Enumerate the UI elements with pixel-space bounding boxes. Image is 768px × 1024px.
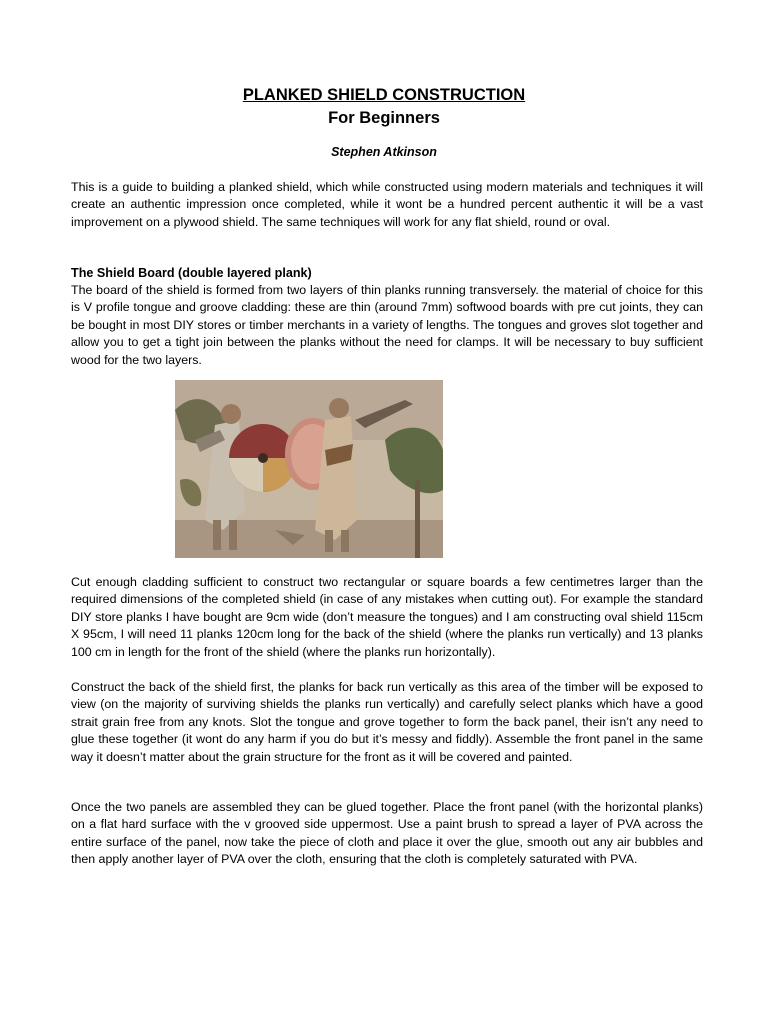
cutting-paragraph: Cut enough cladding sufficient to construct two rectangular or square boards a few centimetres larger than the required dimensions of the completed shield (in case of any mistakes when cutting out). For example the standard DIY store planks I have bought are 9cm wide (don’t measure the tongues) and I am constructing oval shield 115cm X 95cm, I will need 11 planks 120cm long for the back of the shield (where the planks run vertically) and 13 planks 100 cm in length for the front of the shield (where the planks run horizontally). [71, 575, 703, 659]
document-subtitle: For Beginners [328, 109, 440, 127]
back-panel-paragraph: Construct the back of the shield first, the planks for back run vertically as this area of the timber will be exposed to view (on the majority of surviving shields the planks run vertically) and carefully select planks which have a good strait grain free from any knots. Slot the tongue and grove together to form the back panel, their isn’t any need to glue these together (it wont do any harm if you do but it’s messy and fiddly). Assemble the front panel in the same way it doesn’t matter about the grain structure for the front as it will be covered and painted. [71, 680, 703, 764]
roman-mosaic-shield-image [175, 380, 443, 558]
section-heading: The Shield Board (double layered plank) [71, 266, 312, 280]
glue-paragraph: Once the two panels are assembled they can be glued together. Place the front panel (with the horizontal planks) on a flat hard surface with the v grooved side uppermost. Use a paint brush to spread a layer of PVA across the entire surface of the panel, now take the piece of cloth and place it over the glue, smooth out any air bubbles and then apply another layer of PVA over the cloth, ensuring that the cloth is completely saturated with PVA. [71, 800, 703, 867]
document-title: PLANKED SHIELD CONSTRUCTION [242, 86, 526, 104]
document-author: Stephen Atkinson [331, 145, 437, 159]
intro-paragraph: This is a guide to building a planked shield, which while constructed using modern materials and techniques it will create an authentic impression once completed, while it wont be a hundred percent authentic it will be a vast improvement on a plywood shield. The same techniques will work for any flat shield, round or oval. [71, 180, 703, 229]
shield-board-paragraph: The board of the shield is formed from two layers of thin planks running transversely. the material of choice for this is V profile tongue and groove cladding: these are thin (around 7mm) softwood boards with pre cut joints, they can be bought in most DIY stores or timber merchants in a variety of lengths. The tongues and groves slot together and allow you to get a tight join between the planks without the need for clamps. It will be necessary to buy sufficient wood for the two layers. [71, 283, 703, 367]
